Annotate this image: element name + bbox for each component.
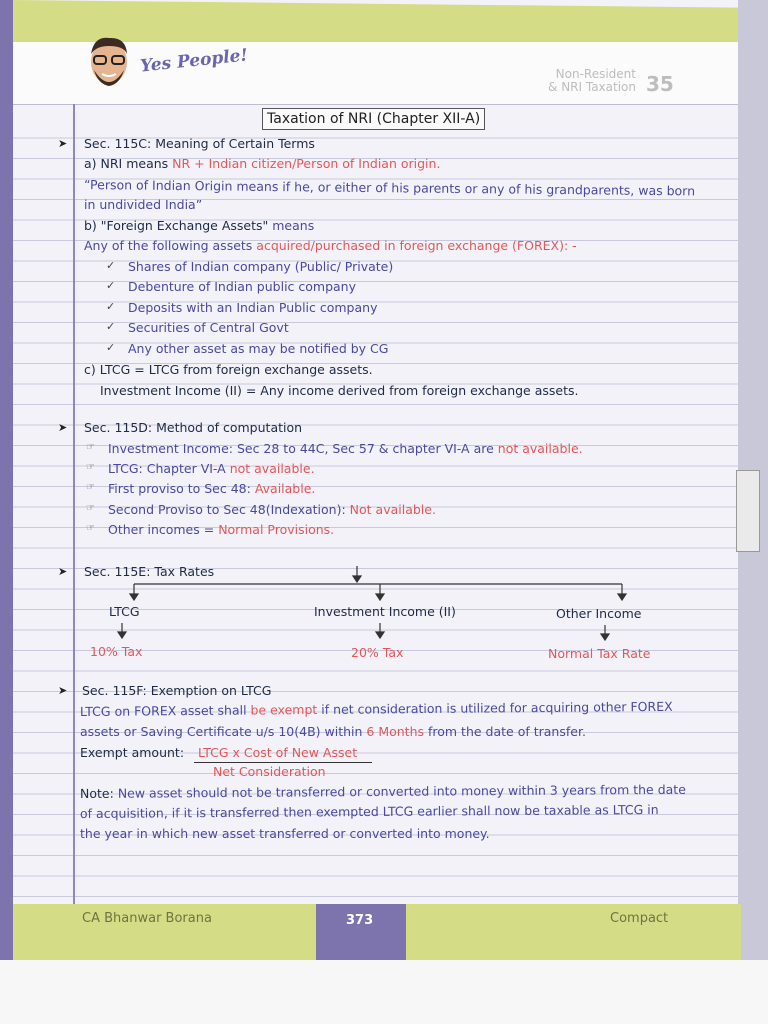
exempt-amount-label: Exempt amount: [80,745,185,760]
fraction-bar [194,762,372,763]
branch-rate: 10% Tax [90,644,143,659]
note-line1: Note: New asset should not be transferred or converted into money within 3 years from the date [79,781,686,801]
computation-item: Second Proviso to Sec 48(Indexation): Not available. [108,502,436,517]
sec-115e-heading: Sec. 115E: Tax Rates [84,564,215,579]
pointing-hand-icon: ☞ [86,442,95,453]
pointing-hand-icon: ☞ [86,503,95,514]
sec-115c-heading: Sec. 115C: Meaning of Certain Terms [84,136,315,151]
pio-definition-line2: in undivided India” [84,197,203,212]
fea-heading: b) "Foreign Exchange Assets" means [84,218,315,233]
formula-numerator: LTCG x Cost of New Asset [198,745,358,760]
ii-definition: Investment Income (II) = Any income derived from foreign exchange assets. [100,383,579,398]
check-icon: ✓ [106,259,116,272]
computation-item: Other incomes = Normal Provisions. [108,522,335,537]
brand-logo-text: Yes People! [139,45,249,77]
ltcg-definition: c) LTCG = LTCG from foreign exchange assets. [84,362,373,377]
branch-rate: Normal Tax Rate [548,646,651,661]
pointing-hand-icon: ☞ [86,482,95,493]
check-icon: ✓ [106,300,116,313]
bullet-arrow-icon: ➤ [58,137,68,150]
page-number: 373 [346,913,374,928]
sec-115d-heading: Sec. 115D: Method of computation [84,420,303,435]
exemption-line1: LTCG on FOREX asset shall be exempt if net consideration is utilized for acquiring other FOREX [79,698,673,719]
pointing-hand-icon: ☞ [86,462,95,473]
pio-definition-line1: “Person of Indian Origin means if he, or either of his parents or any of his grandparents, was born [83,177,696,199]
section-name: Non-Resident & NRI Taxation [548,67,636,94]
fea-item: Deposits with an Indian Public company [128,300,378,315]
exemption-line2: assets or Saving Certificate u/s 10(4B) within 6 Months from the date of transfer. [80,724,586,739]
computation-item: LTCG: Chapter VI-A not available. [108,461,315,476]
branch-rate: 20% Tax [351,645,404,660]
note-line3: the year in which new asset transferred or converted into money. [80,826,490,841]
fea-item: Securities of Central Govt [128,320,289,335]
branch-label: Other Income [556,606,642,621]
computation-item: First proviso to Sec 48: Available. [108,481,316,496]
fea-item: Shares of Indian company (Public/ Private) [128,259,394,274]
fea-item: Debenture of Indian public company [128,279,357,294]
pointing-hand-icon: ☞ [86,523,95,534]
computation-item: Investment Income: Sec 28 to 44C, Sec 57 & chapter VI-A are not available. [108,441,583,456]
check-icon: ✓ [106,279,116,292]
branch-label: Investment Income (II) [314,604,456,619]
check-icon: ✓ [106,341,116,354]
nri-definition: a) NRI means NR + Indian citizen/Person of Indian origin. [84,156,441,171]
sec-115f-heading: Sec. 115F: Exemption on LTCG [82,683,272,698]
check-icon: ✓ [106,320,116,333]
bullet-arrow-icon: ➤ [58,565,68,578]
fea-item: Any other asset as may be notified by CG [128,341,389,356]
branch-label: LTCG [109,604,140,619]
bullet-arrow-icon: ➤ [58,684,68,697]
chapter-number: 35 [646,72,674,96]
author-name: CA Bhanwar Borana [82,911,212,926]
fea-intro: Any of the following assets acquired/purchased in foreign exchange (FOREX): - [84,238,577,253]
page-title: Taxation of NRI (Chapter XII-A) [262,108,485,130]
edition-label: Compact [610,911,669,926]
note-line2: of acquisition, if it is transferred then exempted LTCG earlier shall now be taxable as LTCG in [79,801,659,821]
formula-denominator: Net Consideration [213,764,326,779]
bullet-arrow-icon: ➤ [58,421,68,434]
